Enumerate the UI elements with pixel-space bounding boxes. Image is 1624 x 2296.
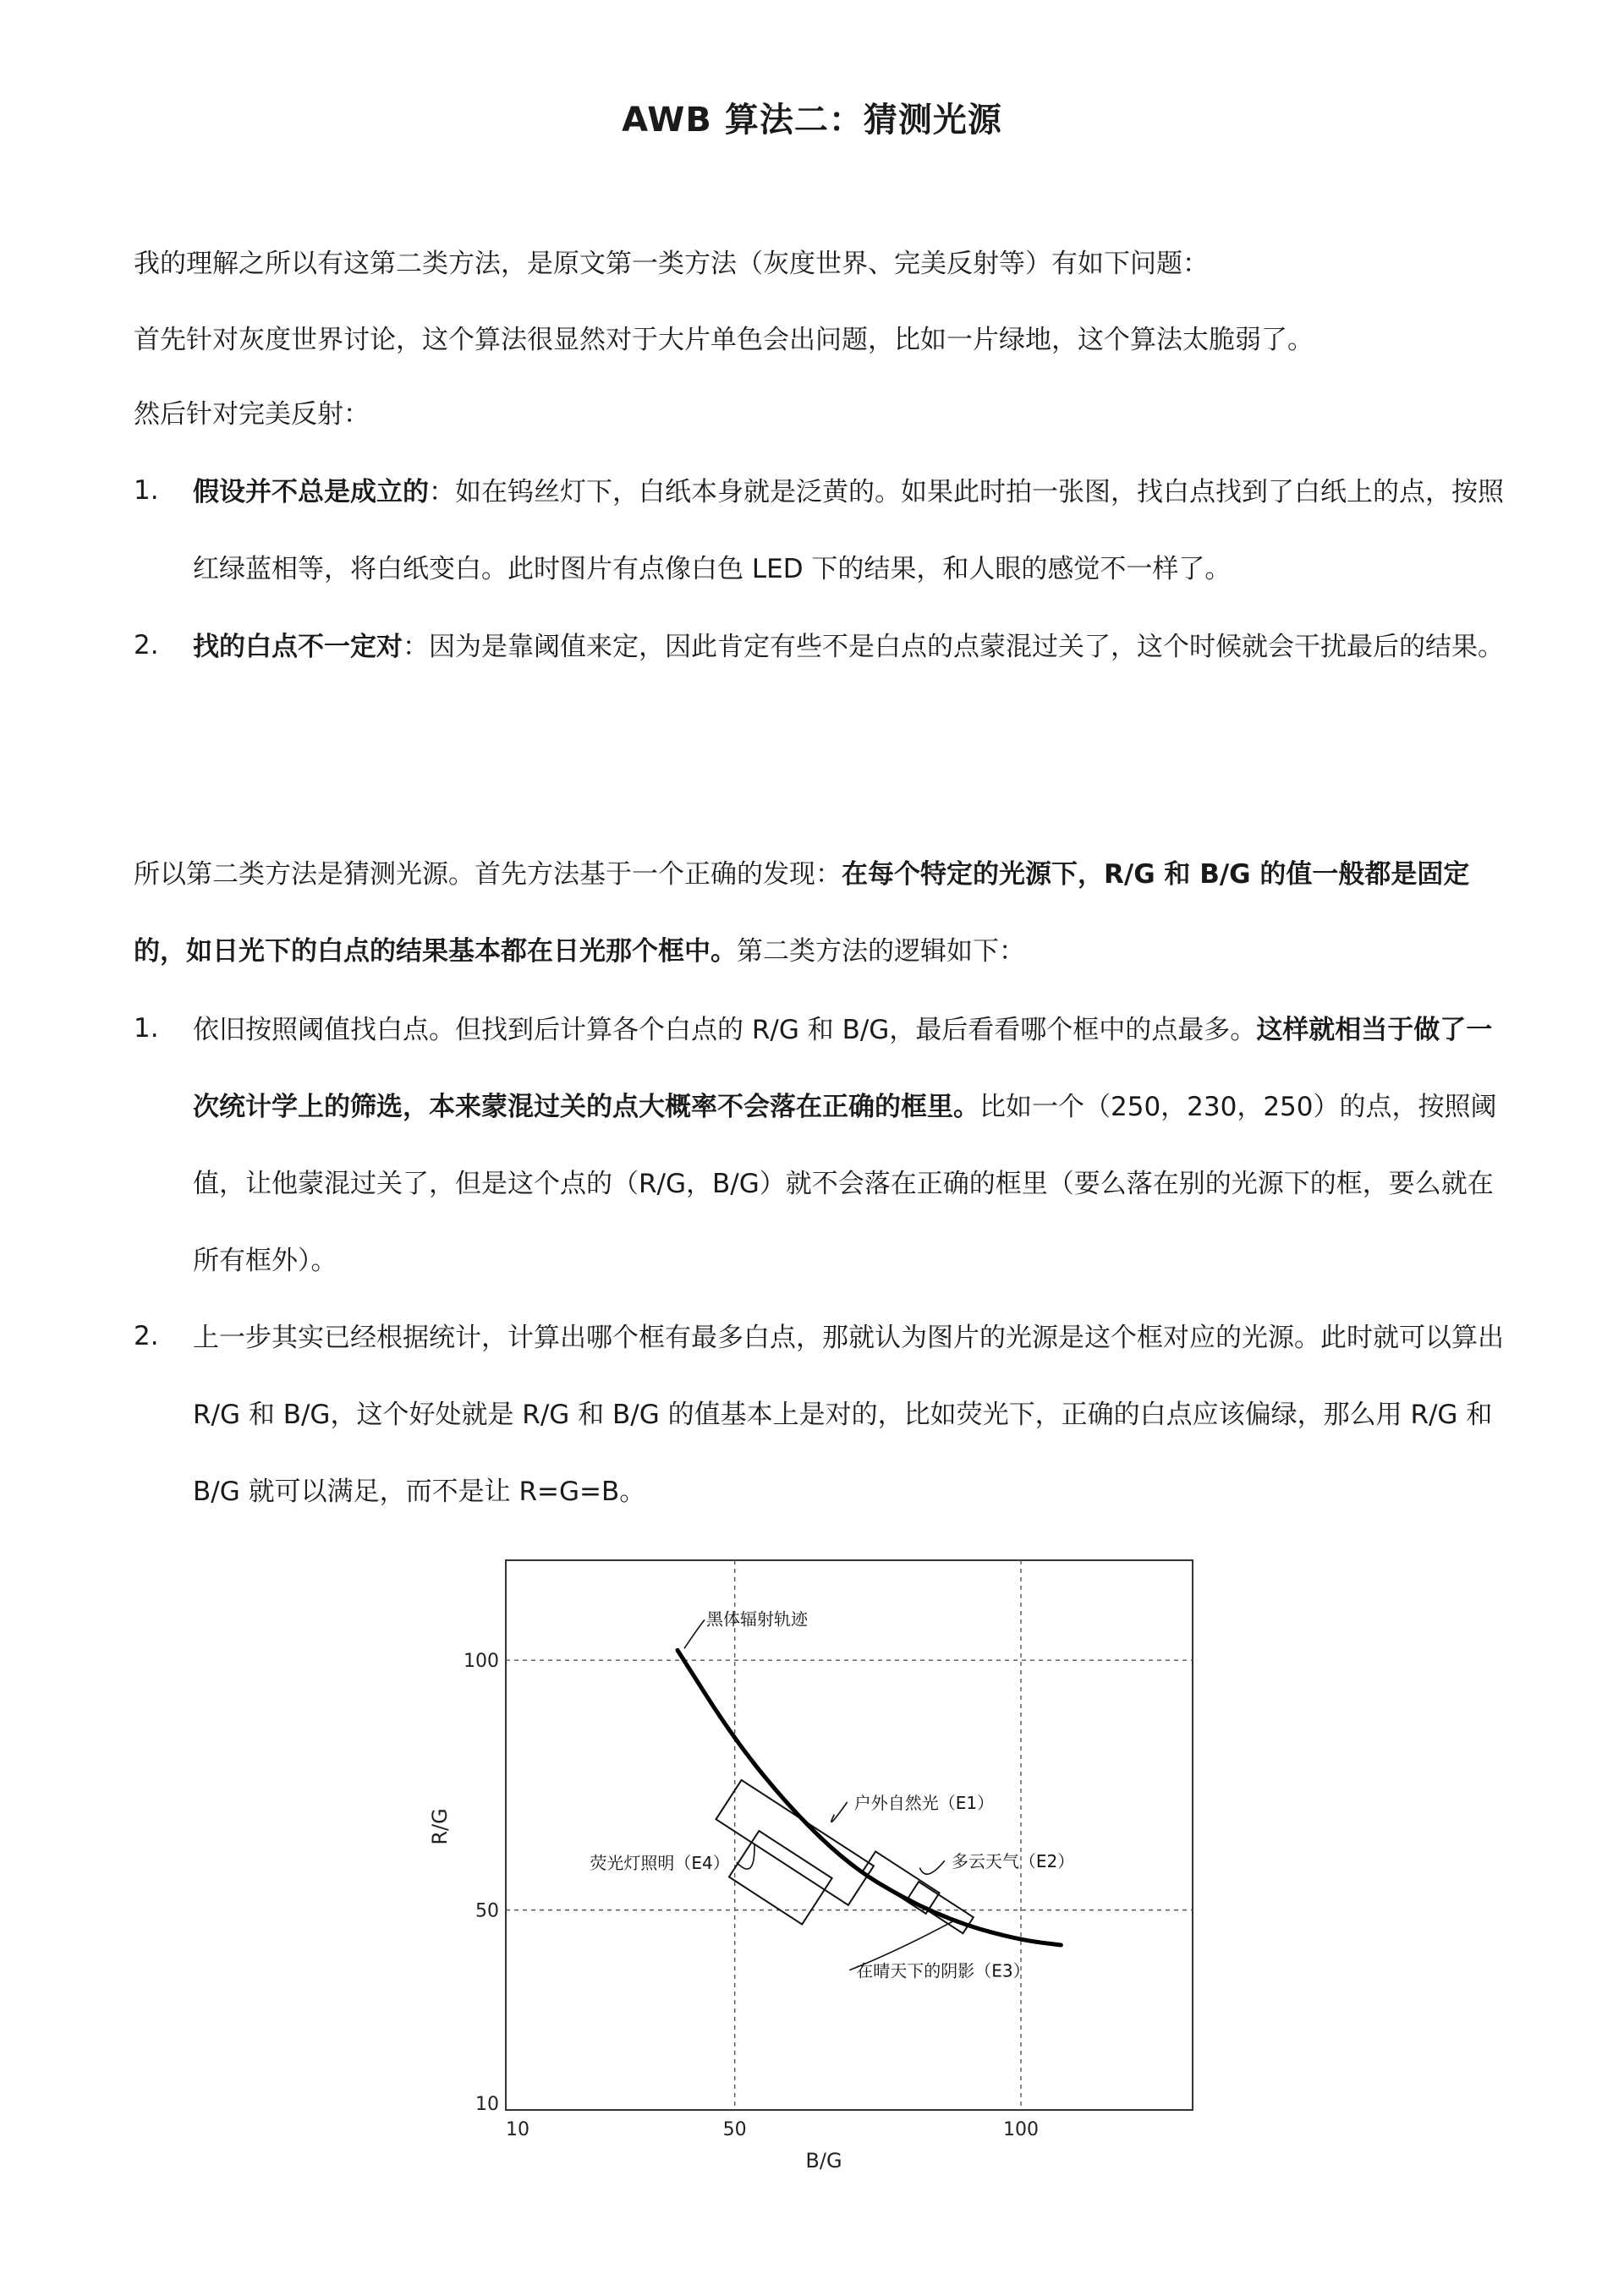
y-tick-label: 50 [475, 1900, 499, 1922]
region-box [862, 1851, 939, 1914]
y-axis-label: R/G [428, 1808, 452, 1845]
series-label: 黑体辐射轨迹 [706, 1608, 808, 1630]
plot-frame [506, 1560, 1193, 2110]
step-2-text: 上一步其实已经根据统计，计算出哪个框有最多白点，那就认为图片的光源是这个框对应的光源。此时就可以算出 R/G 和 B/G，这个好处就是 R/G 和 B/G 的值基本上是对的，比如荧光下，正确的白点应该偏绿，那么用 R/G 和 B/G 就可以满足，而不是让 R=G=B。 [193, 1323, 1504, 1507]
region-label: 多云天气（E2） [951, 1851, 1075, 1872]
region-label: 户外自然光（E1） [853, 1792, 995, 1813]
list-item-body [193, 992, 1504, 1300]
problem-1-text: ：如在钨丝灯下，白纸本身就是泛黄的。如果此时拍一张图，找白点找到了白纸上的点，按照红绿蓝相等，将白纸变白。此时图片有点像白色 LED 下的结果，和人眼的感觉不一样了。 [193, 477, 1504, 584]
list-number: 2. [134, 630, 159, 660]
list-item-body [193, 609, 1504, 686]
step-1-pre: 依旧按照阈值找白点。但找到后计算各个白点的 R/G 和 B/G，最后看看哪个框中的点最多。 [193, 1015, 1257, 1045]
list-number: 1. [134, 475, 159, 506]
region-leader [919, 1860, 945, 1874]
y-tick-label: 10 [475, 2094, 499, 2115]
list-item-body [193, 1300, 1504, 1531]
intro-line-1: 我的理解之所以有这第二类方法，是原文第一类方法（灰度世界、完美反射等）有如下问题： [134, 249, 1209, 279]
region-leader [831, 1802, 848, 1822]
x-axis-label: B/G [805, 2149, 842, 2173]
method-lead: 所以第二类方法是猜测光源。首先方法基于一个正确的发现： [134, 859, 842, 890]
method-key-finding: 在每个特定的光源下，R/G 和 B/G 的值一般都是固定的，如日光下的白点的结果基本都在日光那个框中。 [134, 859, 1470, 967]
illuminant-chart [389, 1552, 1235, 2178]
x-tick-label: 10 [506, 2119, 529, 2140]
method-body [134, 836, 1504, 990]
x-tick-label: 50 [722, 2119, 747, 2140]
list-number: 2. [134, 1321, 159, 1351]
y-tick-label: 100 [464, 1651, 499, 1673]
problem-2-text: ：因为是靠阈值来定，因此肯定有些不是白点的点蒙混过关了，这个时候就会干扰最后的结果。 [403, 632, 1504, 662]
page-title: AWB 算法二：猜测光源 [622, 101, 1002, 140]
problem-1-heading: 假设并不总是成立的 [193, 477, 429, 507]
x-tick-label: 100 [1003, 2119, 1039, 2140]
region-label: 在晴天下的阴影（E3） [856, 1960, 1030, 1981]
region-label: 荧光灯照明（E4） [590, 1853, 730, 1874]
intro-line-2: 首先针对灰度世界讨论，这个算法很显然对于大片单色会出问题，比如一片绿地，这个算法太脆弱了。 [134, 325, 1314, 355]
list-number: 1. [134, 1013, 159, 1044]
region-box [716, 1780, 873, 1905]
list-item-body [193, 454, 1504, 608]
method-tail: 第二类方法的逻辑如下： [737, 936, 1025, 967]
step-1-bold: 这样就相当于做了一次统计学上的筛选，本来蒙混过关的点大概率不会落在正确的框里。 [193, 1015, 1493, 1122]
intro-line-3: 然后针对完美反射： [134, 399, 370, 430]
step-1-post: 比如一个（250，230，250）的点，按照阈值，让他蒙混过关了，但是这个点的（R/G，B/G）就不会落在正确的框里（要么落在别的光源下的框，要么就在所有框外）。 [193, 1092, 1497, 1276]
locus-leader [684, 1619, 705, 1648]
problem-2-heading: 找的白点不一定对 [193, 632, 403, 662]
region-leader [737, 1844, 754, 1869]
